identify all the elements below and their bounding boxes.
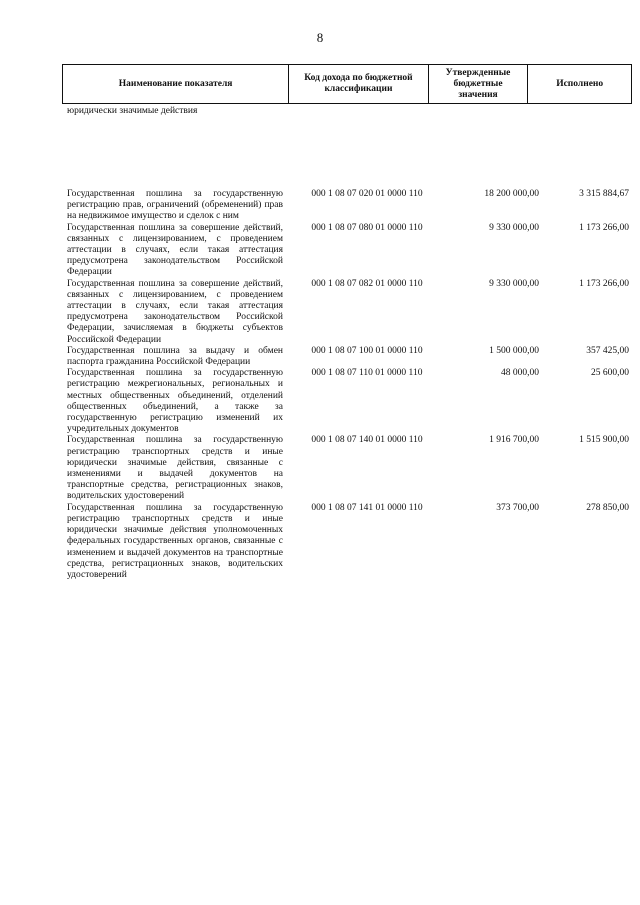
row-approved: 1 500 000,00	[489, 345, 539, 356]
header-name: Наименование показателя	[63, 65, 289, 103]
row-approved: 9 330 000,00	[489, 278, 539, 289]
table-row	[64, 368, 634, 435]
row-approved: 18 200 000,00	[484, 189, 539, 199]
header-approved: Утвержденные бюджетные значения	[429, 65, 529, 103]
row-code: 000 1 08 07 100 01 0000 110	[311, 345, 423, 356]
row-done: 1 515 900,00	[579, 435, 629, 446]
row-code: 000 1 08 07 082 01 0000 110	[311, 278, 423, 289]
table-row	[64, 279, 634, 346]
row-code: 000 1 08 07 020 01 0000 110	[311, 189, 423, 199]
table-header	[62, 64, 632, 104]
row-done: 1 173 266,00	[579, 278, 629, 289]
row-code: 000 1 08 07 141 01 0000 110	[311, 502, 423, 513]
row-approved: 373 700,00	[496, 502, 539, 513]
header-done: Исполнено	[556, 78, 604, 89]
row-name: Государственная пошлина за совершение действий, связанных с лицензированием, с проведением аттестации в случаях, если такая аттестация предусмотрена законодательством Российской Федерации	[67, 222, 283, 278]
continuation-text: юридически значимые действия	[67, 106, 198, 116]
row-done: 25 600,00	[591, 368, 629, 379]
table-row	[64, 189, 634, 223]
row-code: 000 1 08 07 140 01 0000 110	[311, 435, 423, 446]
row-name: Государственная пошлина за государственную регистрацию транспортных средств и иные юридически значимые действия, связанные с изменениями и выдачей документов на транспортные средства, регистрационных знаков, водительских удостоверений	[67, 435, 283, 502]
row-done: 278 850,00	[586, 502, 629, 513]
row-name: Государственная пошлина за государственную регистрацию транспортных средств и иные юридически значимые действия уполномоченных федеральных государственных органов, связанные с изменением и выдачей документов на транспортные средства, регистрационных знаков, водительских удостоверений	[67, 502, 283, 580]
table-row	[64, 435, 634, 502]
row-approved: 48 000,00	[501, 368, 539, 379]
table-row	[64, 503, 634, 581]
row-approved: 9 330 000,00	[489, 222, 539, 233]
row-code: 000 1 08 07 110 01 0000 110	[311, 368, 423, 379]
row-done: 1 173 266,00	[579, 222, 629, 233]
page-number: 8	[316, 30, 324, 45]
table-row	[64, 223, 634, 279]
row-done: 357 425,00	[586, 345, 629, 356]
row-name: Государственная пошлина за совершение действий, связанных с лицензированием, с проведением аттестации в случаях, если такая аттестация предусмотрена законодательством Российской Федерации, зачисляемая в бюджеты субъектов Российской Федерации	[67, 278, 283, 345]
row-name: Государственная пошлина за государственную регистрацию прав, ограничений (обременений) прав на недвижимое имущество и сделок с ним	[67, 189, 283, 222]
row-name: Государственная пошлина за государственную регистрацию межрегиональных, региональных и местных общественных объединений, отделений общественных объединений, а также за государственную регистрацию изменений их учредительных документов	[67, 368, 283, 435]
row-approved: 1 916 700,00	[489, 435, 539, 446]
header-code: Код дохода по бюджетной классификации	[289, 65, 429, 103]
table-body	[64, 189, 634, 581]
row-code: 000 1 08 07 080 01 0000 110	[311, 222, 423, 233]
row-done: 3 315 884,67	[579, 189, 629, 199]
table-row	[64, 346, 634, 368]
row-name: Государственная пошлина за выдачу и обмен паспорта гражданина Российской Федерации	[67, 345, 283, 368]
